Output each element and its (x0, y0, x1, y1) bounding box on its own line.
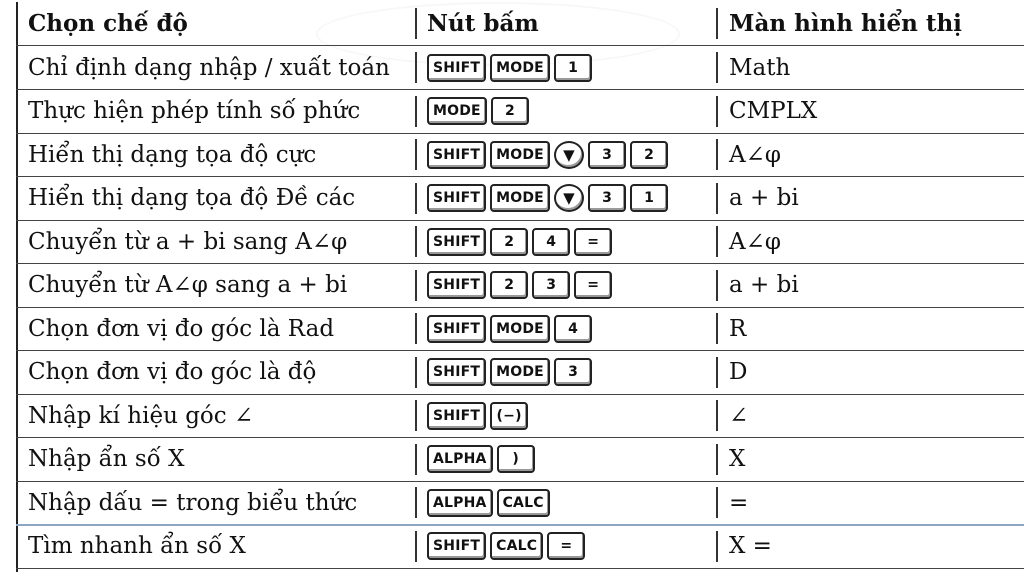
column-divider (415, 8, 417, 39)
display-cell: X (729, 446, 746, 472)
keys-cell (427, 133, 727, 176)
calculator-key: SHIFT (427, 532, 486, 560)
mode-cell: Chọn đơn vị đo góc là Rad (28, 315, 335, 342)
keys-cell (427, 264, 727, 307)
calculator-key: MODE (490, 54, 550, 82)
display-cell: Math (729, 54, 791, 81)
table-row (16, 525, 1024, 569)
display-cell: ∠ (729, 402, 749, 429)
calculator-key: MODE (427, 97, 487, 125)
mode-cell: Nhập ẩn số X (28, 446, 185, 472)
table-row (16, 481, 1024, 526)
calculator-key: ALPHA (427, 445, 493, 473)
column-divider (716, 8, 718, 39)
keys-cell (427, 220, 727, 263)
calculator-key: 2 (490, 228, 528, 256)
calculator-key: 2 (490, 271, 528, 299)
mode-cell: Nhập kí hiệu góc ∠ (28, 402, 254, 429)
calculator-key: 3 (588, 141, 626, 169)
keys-cell (427, 438, 727, 481)
display-cell: a + bi (729, 185, 799, 211)
calculator-key: 3 (554, 358, 592, 386)
display-cell: CMPLX (729, 98, 818, 124)
column-divider (415, 226, 417, 257)
keys-cell (427, 307, 727, 350)
column-divider (716, 183, 718, 214)
column-divider (716, 313, 718, 344)
display-cell: A∠φ (729, 141, 781, 168)
table-row (16, 394, 1024, 438)
keys-cell (427, 90, 727, 133)
column-divider (716, 531, 718, 562)
calculator-key: SHIFT (427, 228, 486, 256)
keys-cell (427, 481, 727, 524)
calculator-key: 2 (491, 97, 529, 125)
table-row (16, 264, 1024, 308)
keys-cell (427, 525, 727, 568)
calculator-key: SHIFT (427, 315, 486, 343)
keys-cell (427, 46, 727, 89)
display-cell: = (729, 489, 749, 516)
mode-cell: Hiển thị dạng tọa độ cực (28, 141, 317, 168)
mode-cell: Thực hiện phép tính số phức (28, 98, 361, 124)
calculator-key: 1 (630, 184, 668, 212)
calculator-key: SHIFT (427, 271, 486, 299)
column-divider (415, 96, 417, 127)
table-row (16, 438, 1024, 482)
column-divider (716, 487, 718, 518)
calculator-key: ) (497, 445, 535, 473)
down-arrow-key-icon: ▼ (554, 184, 584, 212)
table-row (16, 133, 1024, 177)
mode-cell: Tìm nhanh ẩn số X (28, 533, 246, 559)
table-header-row (16, 2, 1024, 46)
calculator-key: SHIFT (427, 54, 486, 82)
column-divider (716, 139, 718, 170)
column-divider (716, 226, 718, 257)
mode-cell: Hiển thị dạng tọa độ Đề các (28, 185, 356, 211)
keys-cell (427, 351, 727, 394)
calculator-key: (−) (490, 402, 528, 430)
column-divider (415, 270, 417, 301)
calculator-key: MODE (490, 358, 550, 386)
calculator-key: SHIFT (427, 184, 486, 212)
calculator-key: 2 (630, 141, 668, 169)
calculator-key: CALC (497, 489, 550, 517)
column-divider (415, 444, 417, 475)
calculator-key: ALPHA (427, 489, 493, 517)
column-divider (415, 313, 417, 344)
calculator-key: = (547, 532, 585, 560)
column-divider (716, 270, 718, 301)
column-divider (415, 357, 417, 388)
column-divider (716, 96, 718, 127)
calculator-key: 1 (554, 54, 592, 82)
column-divider (415, 183, 417, 214)
column-divider (415, 400, 417, 431)
calculator-key: MODE (490, 315, 550, 343)
calculator-key: MODE (490, 141, 550, 169)
mode-cell: Chọn đơn vị đo góc là độ (28, 359, 317, 385)
column-divider (716, 52, 718, 83)
calculator-key: SHIFT (427, 358, 486, 386)
table-row (16, 177, 1024, 221)
header-keys: Nút bấm (427, 10, 539, 37)
display-cell: D (729, 359, 748, 385)
table-row (16, 46, 1024, 90)
display-cell: a + bi (729, 272, 799, 298)
calculator-key: MODE (490, 184, 550, 212)
mode-cell: Chuyển từ A∠φ sang a + bi (28, 272, 348, 298)
calculator-key: SHIFT (427, 141, 486, 169)
column-divider (415, 52, 417, 83)
keys-cell (427, 177, 727, 220)
column-divider (716, 400, 718, 431)
down-arrow-key-icon: ▼ (554, 141, 584, 169)
display-cell: X = (729, 533, 772, 559)
calculator-key: 4 (532, 228, 570, 256)
column-divider (415, 531, 417, 562)
header-display: Màn hình hiển thị (729, 10, 962, 37)
column-divider (716, 357, 718, 388)
calculator-key: = (574, 271, 612, 299)
calculator-key: = (574, 228, 612, 256)
column-divider (415, 487, 417, 518)
column-divider (716, 444, 718, 475)
column-divider (415, 139, 417, 170)
keys-cell (427, 394, 727, 437)
mode-cell: Chuyển từ a + bi sang A∠φ (28, 228, 348, 255)
mode-cell: Nhập dấu = trong biểu thức (28, 489, 358, 516)
display-cell: A∠φ (729, 228, 781, 255)
table-row (16, 351, 1024, 395)
calculator-mode-table (16, 2, 1024, 572)
calculator-key: 3 (532, 271, 570, 299)
mode-cell: Chỉ định dạng nhập / xuất toán (28, 54, 390, 81)
header-mode: Chọn chế độ (28, 10, 188, 37)
table-row (16, 307, 1024, 351)
table-row (16, 220, 1024, 264)
calculator-key: 3 (588, 184, 626, 212)
calculator-key: CALC (490, 532, 543, 560)
table-row (16, 90, 1024, 134)
calculator-key: SHIFT (427, 402, 486, 430)
display-cell: R (729, 315, 747, 342)
calculator-key: 4 (554, 315, 592, 343)
